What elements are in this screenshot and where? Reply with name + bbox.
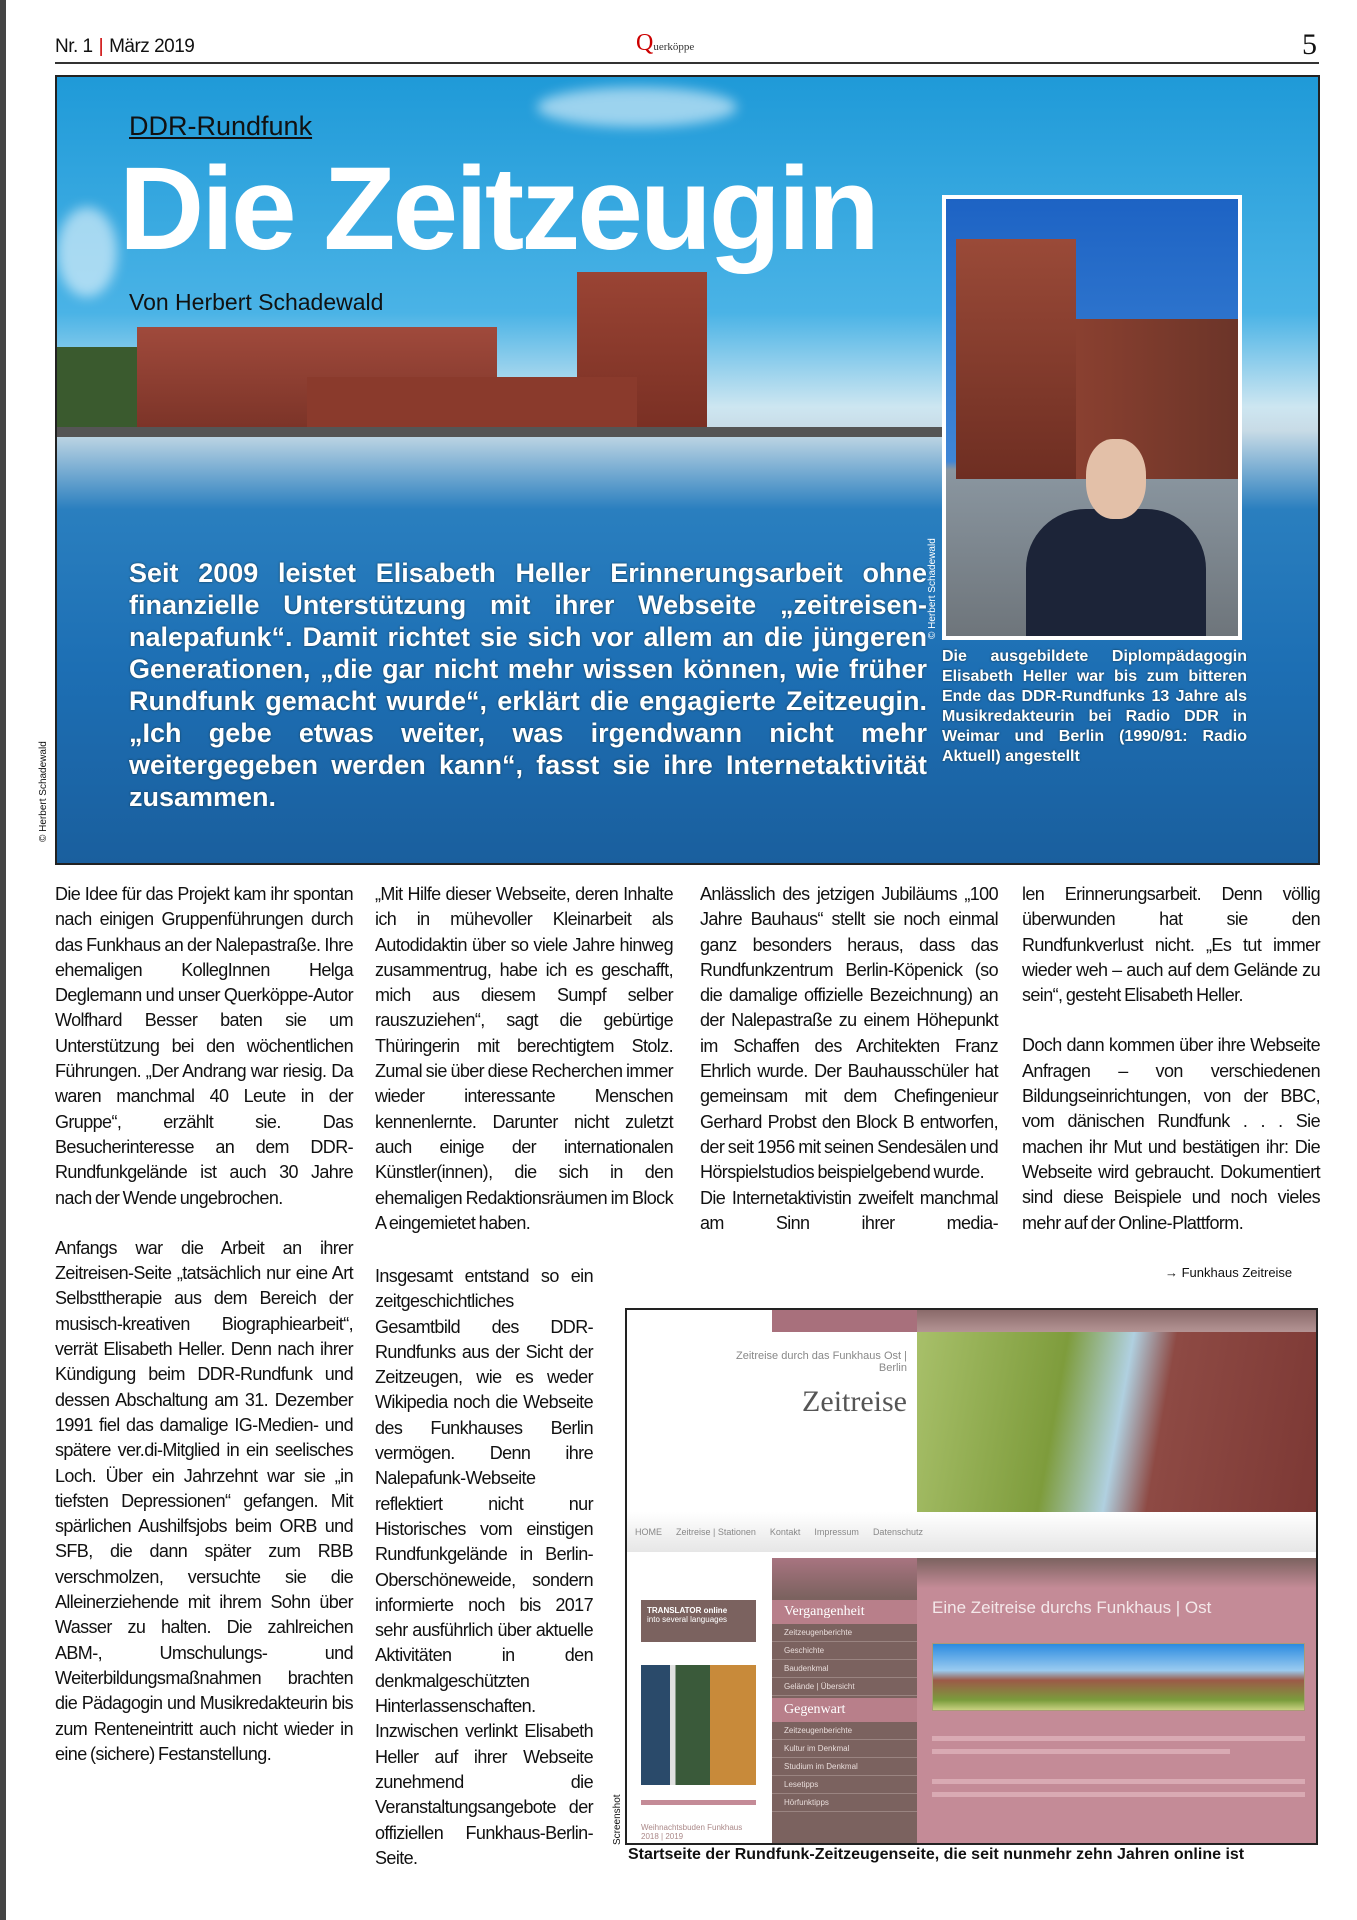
- site-panorama: [932, 1643, 1305, 1711]
- site-heading: Eine Zeitreise durchs Funkhaus | Ost: [932, 1598, 1212, 1617]
- menu-item[interactable]: Lesetipps: [772, 1776, 917, 1794]
- lead-text: Seit 2009 leistet Elisabeth Heller Erinnerungsarbeit ohne finanzielle Unterstützung mit ihrer Webseite „zeitreisen-nalepafunk“. Damit richtet sie sich vor allem an die jüngeren Generationen, „die gar nicht mehr wissen können, wie früher Rundfunk gemacht wurde“, erklärt die engagierte Zeitzeugin. „Ich gebe etwas weiter, was irgendwann nicht mehr weitergegeben werden kann“, fasst sie ihre Internetaktivität zusammen.: [129, 558, 927, 812]
- hero-photo: [55, 75, 1320, 865]
- paragraph: Doch dann kommen über ihre Webseite Anfragen – von verschiedenen Bildungseinrichtungen, von der BBC, vom dänischen Rundfunk . . . Sie machen ihr Mut und bestätigen ihr: Die Webseite wird gebraucht. Dokumentiert sind diese Beispiele und noch vieles mehr auf der Online-Plattform.: [1022, 1035, 1320, 1233]
- translator-sub: into several languages: [647, 1615, 728, 1624]
- paragraph: len Erinnerungsarbeit. Denn völlig überwunden hat sie den Rundfunkverlust nicht. „Es tut immer wieder weh – auch auf dem Gelände zu sein“, gesteht Elisabeth Heller.: [1022, 884, 1320, 1006]
- site-nav-item[interactable]: Kontakt: [769, 1527, 801, 1537]
- menu-item[interactable]: Gelände | Übersicht: [772, 1678, 917, 1696]
- photo-caption: Die ausgebildete Diplompädagogin Elisabeth Heller war bis zum bitteren Ende das DDR-Rundfunks 13 Jahre als Musikredakteurin bei Radio DDR in Weimar und Berlin (1990/91: Radio Aktuell) angestellt: [942, 648, 1247, 765]
- issue-date: März 2019: [109, 36, 195, 57]
- byline: Von Herbert Schadewald: [129, 289, 384, 315]
- article-column-4: [1022, 882, 1320, 1261]
- article-column-2: [375, 882, 673, 1267]
- paragraph: Die Internetaktivistin zweifelt manchmal am Sinn ihrer media-: [700, 1187, 998, 1233]
- page-edge: [0, 0, 6, 1920]
- article-column-1: [55, 882, 353, 1792]
- issue-info: Nr. 1 | März 2019: [55, 36, 195, 57]
- article-column-3: [700, 882, 998, 1261]
- translator-box[interactable]: [641, 1600, 756, 1642]
- menu-item[interactable]: Zeitzeugenberichte: [772, 1722, 917, 1740]
- site-nav-item[interactable]: Datenschutz: [872, 1527, 923, 1537]
- menu-item[interactable]: Baudenkmal: [772, 1660, 917, 1678]
- site-header: [627, 1310, 917, 1500]
- site-subtitle: Zeitreise durch das Funkhaus Ost | Berlin: [736, 1350, 907, 1374]
- paragraph: Anfangs war die Arbeit an ihrer Zeitreisen-Seite „tatsächlich nur eine Art Selbsttherapie aus dem Bereich der musisch-kreativen Biographiearbeit“, verrät Elisabeth Heller. Denn nach ihrer Kündigung beim DDR-Rundfunk und dessen Abschaltung am 31. Dezember 1991 fiel das damalige IG-Medien- und spätere ver.di-Mitglied in ein seelisches Loch. Über ein Jahrzehnt war sie „in tiefsten Depressionen“ gefangen. Mit spärlichen Aushilfsjobs beim ORB und SFB, die dann später zum RBB verschmolzen, versuchte sie die Alleinerziehende mit ihrem Sohn über Wasser zu halten. Die zahlreichen ABM-, Umschulungs- und Weiterbildungsmaßnahmen brachten die Pädagogin und Musikredakteurin bis zum Renteneintritt auch nicht wieder in eine (sichere) Festanstellung.: [55, 1237, 353, 1764]
- paragraph: Insgesamt entstand so ein zeitgeschichtliches Gesamtbild des DDR-Rundfunks aus der Sicht der Zeitzeugen, wie es weder Wikipedia noch die Webseite des Funkhauses Berlin vermögen. Denn ihre Nalepafunk-Webseite reflektiert nicht nur Historisches vom einstigen Rundfunkgelände in Berlin-Oberschöneweide, sondern informierte noch bis 2017 sehr ausführlich über aktuelle Aktivitäten in den denkmalgeschützten Hinterlassenschaften. Inzwischen verlinkt Elisabeth Heller auf ihrer Webseite zunehmend die Veranstaltungsangebote der offiziellen Funkhaus-Berlin-Seite.: [375, 1266, 593, 1868]
- hero-credit: © Herbert Schadewald: [38, 741, 49, 842]
- menu-item[interactable]: Kultur im Denkmal: [772, 1740, 917, 1758]
- site-nav: [627, 1512, 1318, 1552]
- translator-label: TRANSLATOR online: [647, 1606, 728, 1615]
- website-screenshot: [625, 1308, 1318, 1845]
- site-main: [917, 1558, 1318, 1845]
- site-side-text: Weihnachtsbuden Funkhaus 2018 | 2019: [641, 1800, 756, 1841]
- menu-item[interactable]: Geschichte: [772, 1642, 917, 1660]
- paragraph: Die Idee für das Projekt kam ihr spontan nach einigen Gruppenführungen durch das Funkhaus an der Nalepastraße. Ihre ehemaligen KollegInnen Helga Deglemann und unser Querköppe-Autor Wolfhard Besser baten sie um Unterstützung bei den wöchentlichen Führungen. „Der Andrang war riesig. Da waren manchmal 40 Leute in der Gruppe“, erzählt sie. Das Besucherinteresse an dem DDR-Rundfunkgelände ist auch 30 Jahre nach der Wende ungebrochen.: [55, 884, 353, 1208]
- menu-item[interactable]: Studium im Denkmal: [772, 1758, 917, 1776]
- website-link[interactable]: → Funkhaus Zeitreise: [1165, 1265, 1293, 1280]
- menu-heading[interactable]: Vergangenheit: [772, 1600, 917, 1624]
- paragraph: Anlässlich des jetzigen Jubiläums „100 Jahre Bauhaus“ stellt sie noch einmal ganz besonders heraus, dass das Rundfunkzentrum Berlin-Köpenick (so die damalige offizielle Bezeichnung) an der Nalepastraße zu einem Höhepunkt im Schaffen des Architekten Franz Ehrlich wurde. Der Bauhausschüler hat gemeinsam mit dem Chefingenieur Gerhard Probst den Block B entworfen, der seit 1956 mit seinen Sendesälen und Hörspielstudios beispielgebend wurde.: [700, 884, 998, 1183]
- screenshot-caption: Startseite der Rundfunk-Zeitzeugenseite, die seit nunmehr zehn Jahren online ist: [628, 1846, 1245, 1863]
- site-band: [917, 1310, 1318, 1332]
- site-nav-item[interactable]: Impressum: [814, 1527, 859, 1537]
- headline: Die Zeitzeugin: [119, 143, 877, 275]
- page-number: 5: [1302, 28, 1317, 61]
- menu-item[interactable]: Zeitzeugenberichte: [772, 1624, 917, 1642]
- article-column-2-continued: [375, 1264, 593, 1896]
- kicker: DDR-Rundfunk: [129, 111, 313, 141]
- site-menu: [772, 1558, 917, 1845]
- site-header-photo: [917, 1332, 1318, 1512]
- site-nav-item[interactable]: Zeitreise | Stationen: [676, 1527, 756, 1537]
- site-title: Zeitreise: [802, 1385, 907, 1418]
- site-nav-item[interactable]: HOME: [635, 1527, 662, 1537]
- screenshot-credit: Screenshot: [612, 1794, 623, 1845]
- logo: Querköppe: [636, 30, 695, 56]
- menu-heading[interactable]: Gegenwart: [772, 1698, 917, 1722]
- paragraph: „Mit Hilfe dieser Webseite, deren Inhalte ich in mühevoller Kleinarbeit als Autodidaktin über so viele Jahre hinweg zusammentrug, habe ich es geschafft, mich aus diesem Sumpf selber rauszuziehen“, sagt die gebürtige Thüringerin mit berechtigtem Stolz. Zumal sie über diese Recherchen immer wieder interessante Menschen kennenlernte. Darunter nicht zuletzt auch einige der internationalen Künstler(innen), die sich in den ehemaligen Redaktionsräumen im Block A eingemietet haben.: [375, 884, 673, 1233]
- menu-item[interactable]: Hörfunktipps: [772, 1794, 917, 1812]
- site-side-photo: [641, 1665, 756, 1785]
- photo-credit: © Herbert Schadewald: [927, 538, 938, 639]
- header-rule: [55, 62, 1319, 64]
- portrait-photo: [942, 195, 1242, 640]
- issue-number: Nr. 1: [55, 36, 93, 57]
